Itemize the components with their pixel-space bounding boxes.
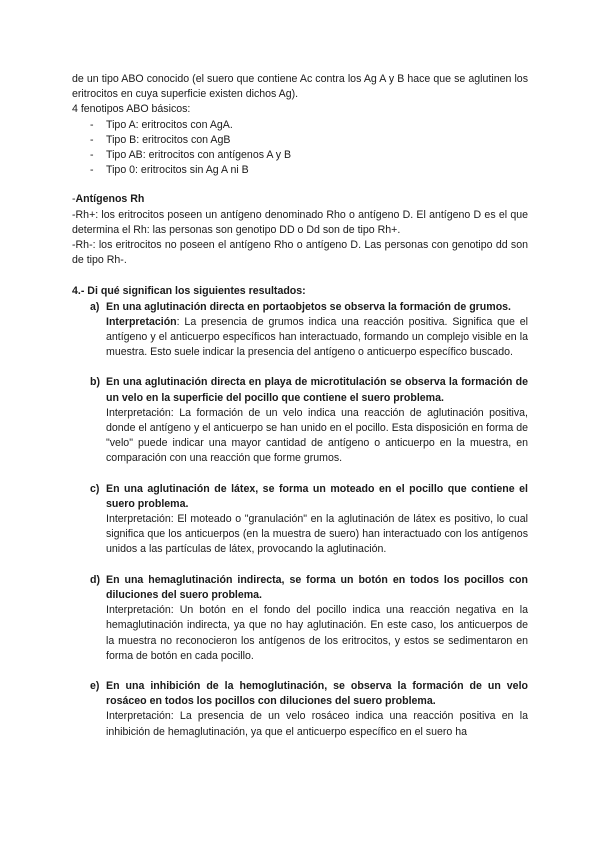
list-item: - Tipo A: eritrocitos con AgA. [90, 118, 528, 133]
rh-heading-dash: - [72, 193, 76, 206]
item-answer: Interpretación: Un botón en el fondo del pocillo indica una reacción negativa en la hemaglutinación indirecta, ya que no hay aglutinación. En este caso, los anticuerpos de la muestra no reconocieron los antígenos de los eritrocitos, y estos se sedimentaron en forma de botón en cada pocillo. [106, 604, 528, 662]
item-marker: d) [90, 573, 100, 586]
question-4-items [72, 300, 528, 740]
item-marker: e) [90, 679, 100, 692]
question-item-d [72, 573, 528, 664]
list-item: - Tipo AB: eritrocitos con antígenos A y B [90, 148, 528, 163]
rh-heading-text: Antígenos Rh [75, 193, 145, 206]
question-4-title: 4.- Di qué significan los siguientes resultados: [72, 285, 306, 298]
list-item: - Tipo 0: eritrocitos sin Ag A ni B [90, 163, 528, 178]
item-question: En una inhibición de la hemoglutinación, se observa la formación de un velo rosáceo en todos los pocillos con diluciones del suero problema. [106, 679, 528, 708]
intro-paragraph: de un tipo ABO conocido (el suero que contiene Ac contra los Ag A y B hace que se aglutinen los eritrocitos en cuya superficie existen dichos Ag). [72, 73, 528, 101]
rh-negative-text: -Rh-: los eritrocitos no poseen el antígeno Rho o antígeno D. Las personas con genotipo dd son de tipo Rh-. [72, 239, 528, 267]
question-item-c [72, 482, 528, 558]
phenotype-list [72, 118, 528, 179]
question-item-e [72, 679, 528, 740]
item-answer [106, 315, 528, 361]
phenotypes-heading: 4 fenotipos ABO básicos: [72, 103, 191, 116]
question-item-b [72, 375, 528, 466]
item-marker: c) [90, 482, 100, 495]
list-item: - Tipo B: eritrocitos con AgB [90, 133, 528, 148]
item-answer: Interpretación: La formación de un velo indica una reacción de aglutinación positiva, donde el antígeno y el anticuerpo se han unido en el pocillo. Esta disposición en forma de "velo" puede indicar una mayor cantidad de antígeno o anticuerpo en la muestra, en comparación con una reacción que forme grumos. [106, 406, 528, 465]
rh-heading [72, 192, 528, 207]
item-answer: Interpretación: El moteado o "granulación" en la aglutinación de látex es positivo, lo cual significa que los anticuerpos (en la muestra de suero) han interactuado con los antígenos unidos a las partículas de látex, provocando la aglutinación. [106, 513, 528, 556]
item-marker: a) [90, 300, 100, 313]
item-question: En una aglutinación directa en portaobjetos se observa la formación de grumos. [106, 300, 512, 313]
item-question: En una hemaglutinación indirecta, se forma un botón en todos los pocillos con diluciones del suero problema. [106, 573, 528, 601]
rh-positive-text: -Rh+: los eritrocitos poseen un antígeno denominado Rho o antígeno D. El antígeno D es el que determina el Rh: las personas son genotipo DD o Dd son de tipo Rh+. [72, 208, 528, 236]
item-question: En una aglutinación directa en playa de microtitulación se observa la formación de un velo en la superficie del pocillo que contiene el suero problema. [106, 376, 528, 404]
item-answer: Interpretación: La presencia de un velo rosáceo indica una reacción positiva en la inhibición de hemaglutinación, ya que el anticuerpo específico en el suero ha [106, 710, 528, 738]
interpretation-label: Interpretación [106, 315, 177, 328]
question-item-a [72, 300, 528, 361]
item-marker: b) [90, 376, 100, 389]
interpretation-text: : La presencia de grumos indica una reacción positiva. Significa que el antígeno y el anticuerpo específicos han interactuado, formando un complejo visible en la muestra. Esto suele indicar la presencia del antígeno o anticuerpo específico buscado. [106, 315, 528, 359]
item-question: En una aglutinación de látex, se forma un moteado en el pocillo que contiene el suero problema. [106, 482, 528, 510]
